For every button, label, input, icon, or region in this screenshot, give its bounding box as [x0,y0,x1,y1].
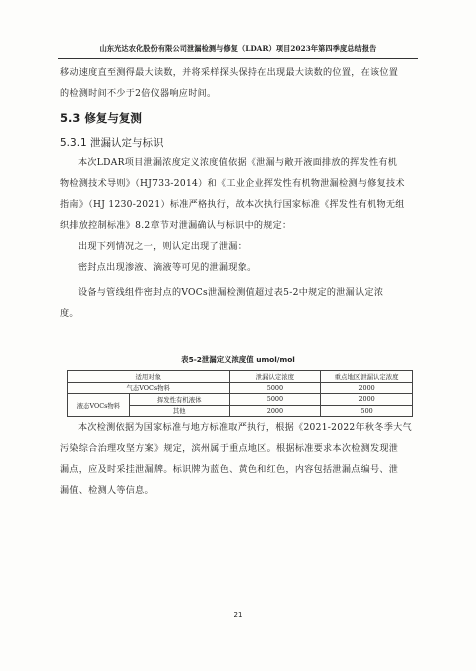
cell-group: 液态VOCs物料 [68,394,130,417]
section-title: 5.3 修复与复测 [60,111,142,125]
table-row [68,394,413,406]
table-title: 表5-2泄漏定义浓度值 umol/mol [181,355,295,364]
header-divider [58,58,418,59]
list-line-2: 密封点出现渗液、滴液等可见的泄漏现象。 [78,263,257,273]
table-header-row [68,371,413,383]
cell-key-threshold: 2000 [321,382,413,394]
intro-line-1: 移动速度直至测得最大读数，并将采样探头保持在出现最大读数的位置，在该位置 [60,68,399,78]
paragraph-1-line-3: 指南》（HJ 1230-2021）标准严格执行，故本次执行国家标准《挥发性有机物无组 [60,200,405,210]
table-row [68,382,413,394]
cell-object: 气态VOCs物料 [68,382,230,394]
paragraph-2-line-1: 设备与管线组件密封点的VOCs泄漏检测值超过表5-2中规定的泄漏认定浓 [78,288,384,298]
paragraph-1-line-4: 织排放控制标准》8.2章节对泄漏确认与标识中的规定： [60,221,292,231]
cell-sub-object: 其他 [129,405,229,417]
leak-threshold-table [67,370,413,417]
paragraph-2-line-2: 度。 [60,309,79,319]
page-number: 21 [233,611,243,619]
paragraph-3-line-4: 漏值、检测人等信息。 [60,486,154,496]
header-cell-object: 适用对象 [68,371,230,383]
cell-threshold: 5000 [229,382,321,394]
header-cell-threshold: 泄漏认定浓度 [229,371,321,383]
paragraph-3-line-1: 本次检测依据为国家标准与地方标准取严执行，根据《2021-2022年秋冬季大气 [78,423,412,433]
subsection-title: 5.3.1 泄漏认定与标识 [60,137,164,149]
header-cell-key-threshold: 重点地区泄漏认定浓度 [321,371,413,383]
intro-line-2: 的检测时间不少于2倍仪器响应时间。 [60,89,217,99]
running-header: 山东光达农化股份有限公司泄漏检测与修复（LDAR）项目2023年第四季度总结报告 [99,44,377,53]
cell-threshold: 5000 [229,394,321,406]
cell-key-threshold: 2000 [321,394,413,406]
paragraph-3-line-2: 污染综合治理攻坚方案》规定，滨州属于重点地区。根据标准要求本次检测发现泄 [60,444,399,454]
paragraph-3-line-3: 漏点，应及时采挂泄漏牌。标识牌为蓝色、黄色和红色，内容包括泄漏点编号、泄 [60,465,399,475]
cell-key-threshold: 500 [321,405,413,417]
paragraph-1-line-2: 物检测技术导则》（HJ733-2014）和《工业企业挥发性有机物泄漏检测与修复技术 [60,179,405,189]
cell-sub-object: 挥发性有机液体 [129,394,229,406]
list-line-1: 出现下列情况之一，则认定出现了泄漏： [78,242,248,252]
cell-threshold: 2000 [229,405,321,417]
paragraph-1-line-1: 本次LDAR项目泄漏浓度定义浓度值依据《泄漏与敞开液面排放的挥发性有机 [78,158,398,168]
